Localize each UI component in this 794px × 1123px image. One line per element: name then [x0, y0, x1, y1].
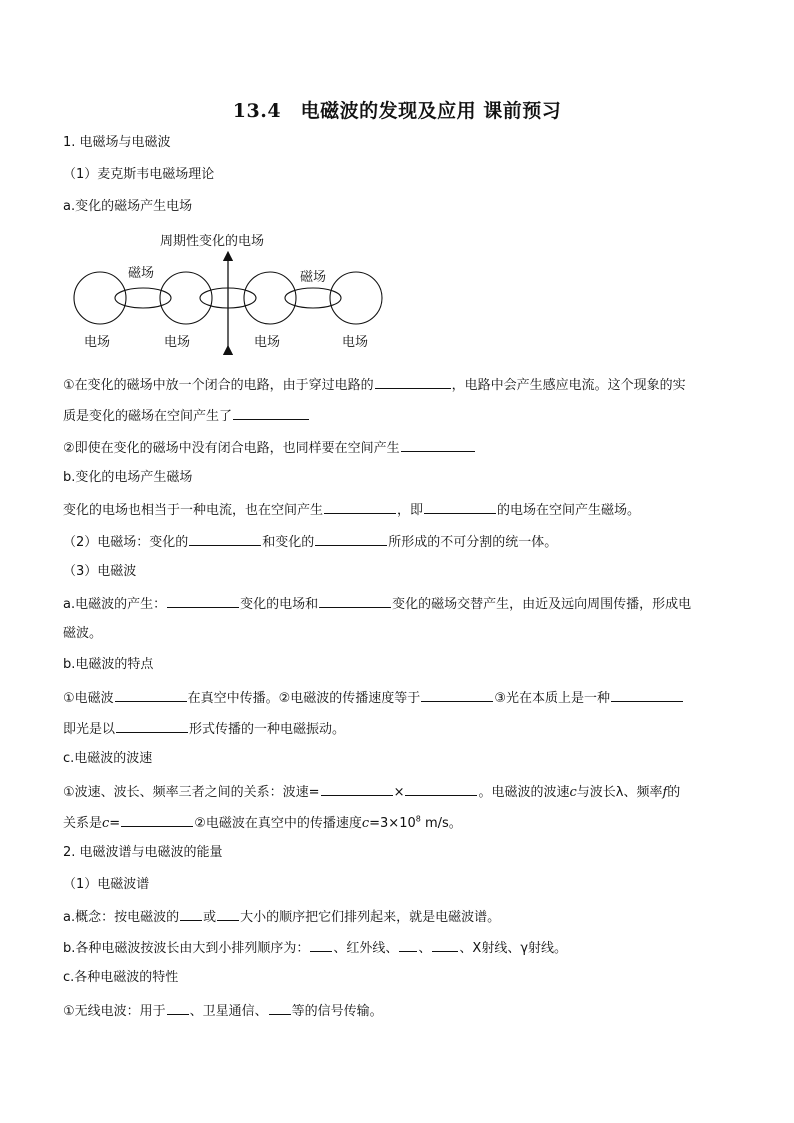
item-heading: b.电磁波的特点 [63, 657, 154, 672]
answer-blank[interactable] [315, 531, 387, 546]
section-heading: 2. 电磁波谱与电磁波的能量 [63, 845, 223, 860]
answer-blank[interactable] [121, 812, 193, 827]
item-heading: a.变化的磁场产生电场 [63, 199, 193, 214]
page-title: 13.4 电磁波的发现及应用 课前预习 [232, 100, 562, 122]
electric-label: 电场 [342, 335, 369, 350]
paragraph: b.各种电磁波按波长由大到小排列顺序为： 、红外线、 、 、X射线、γ射线。 [63, 937, 733, 959]
electric-field-loop [74, 272, 126, 324]
magnetic-label: 磁场 [300, 270, 327, 285]
electromagnetic-field-diagram [60, 228, 400, 358]
subsection-heading: （1）电磁波谱 [63, 877, 150, 892]
answer-blank[interactable] [269, 1000, 291, 1015]
subsection-heading: （3）电磁波 [63, 564, 137, 579]
electric-field-loop [330, 272, 382, 324]
diagram-top-label: 周期性变化的电场 [160, 234, 265, 249]
item-heading: c.电磁波的波速 [63, 751, 153, 766]
paragraph: ②即使在变化的磁场中没有闭合电路，也同样要在空间产生 [63, 437, 733, 459]
answer-blank[interactable] [432, 937, 458, 952]
answer-blank[interactable] [217, 906, 239, 921]
answer-blank[interactable] [421, 687, 493, 702]
paragraph: ①在变化的磁场中放一个闭合的电路，由于穿过电路的 ，电路中会产生感应电流。这个现象的实 [63, 374, 733, 396]
answer-blank[interactable] [180, 906, 202, 921]
paragraph: ①波速、波长、频率三者之间的关系：波速= × 。电磁波的波速c与波长λ、频率f的 [63, 781, 733, 803]
answer-blank[interactable] [167, 1000, 189, 1015]
paragraph: a.电磁波的产生： 变化的电场和 变化的磁场交替产生，由近及远向周围传播，形成电 [63, 593, 733, 615]
answer-blank[interactable] [611, 687, 683, 702]
paragraph: ①电磁波 在真空中传播。②电磁波的传播速度等于 ③光在本质上是一种 [63, 687, 733, 709]
answer-blank[interactable] [321, 781, 393, 796]
answer-blank[interactable] [319, 593, 391, 608]
paragraph: 磁波。 [63, 626, 103, 641]
answer-blank[interactable] [310, 937, 332, 952]
paragraph: 关系是c= ②电磁波在真空中的传播速度$c=3\times 10^8$ m/s。 [63, 812, 733, 834]
answer-blank[interactable] [324, 499, 396, 514]
item-heading: c.各种电磁波的特性 [63, 970, 179, 985]
answer-blank[interactable] [405, 781, 477, 796]
paragraph: ①无线电波：用于 、卫星通信、 等的信号传输。 [63, 1000, 733, 1022]
subsection-heading: （1）麦克斯韦电磁场理论 [63, 167, 215, 182]
answer-blank[interactable] [399, 937, 417, 952]
paragraph: 变化的电场也相当于一种电流，也在空间产生 ，即 的电场在空间产生磁场。 [63, 499, 733, 521]
answer-blank[interactable] [401, 437, 475, 452]
answer-blank[interactable] [233, 405, 309, 420]
electric-label: 电场 [254, 335, 281, 350]
electric-label: 电场 [164, 335, 191, 350]
item-heading: b.变化的电场产生磁场 [63, 470, 193, 485]
magnetic-field-loop [115, 288, 171, 308]
electric-label: 电场 [84, 335, 111, 350]
paragraph: 即光是以 形式传播的一种电磁振动。 [63, 718, 733, 740]
magnetic-label: 磁场 [128, 266, 155, 281]
paragraph: a.概念：按电磁波的 或 大小的顺序把它们排列起来，就是电磁波谱。 [63, 906, 733, 928]
answer-blank[interactable] [167, 593, 239, 608]
answer-blank[interactable] [189, 531, 261, 546]
answer-blank[interactable] [424, 499, 496, 514]
electric-field-loop [160, 272, 212, 324]
magnetic-field-loop [285, 288, 341, 308]
paragraph: （2）电磁场：变化的 和变化的 所形成的不可分割的统一体。 [63, 531, 733, 553]
answer-blank[interactable] [116, 718, 188, 733]
section-heading: 1. 电磁场与电磁波 [63, 135, 171, 150]
answer-blank[interactable] [115, 687, 187, 702]
answer-blank[interactable] [375, 374, 451, 389]
electric-field-loop [244, 272, 296, 324]
paragraph: 质是变化的磁场在空间产生了 [63, 405, 733, 427]
